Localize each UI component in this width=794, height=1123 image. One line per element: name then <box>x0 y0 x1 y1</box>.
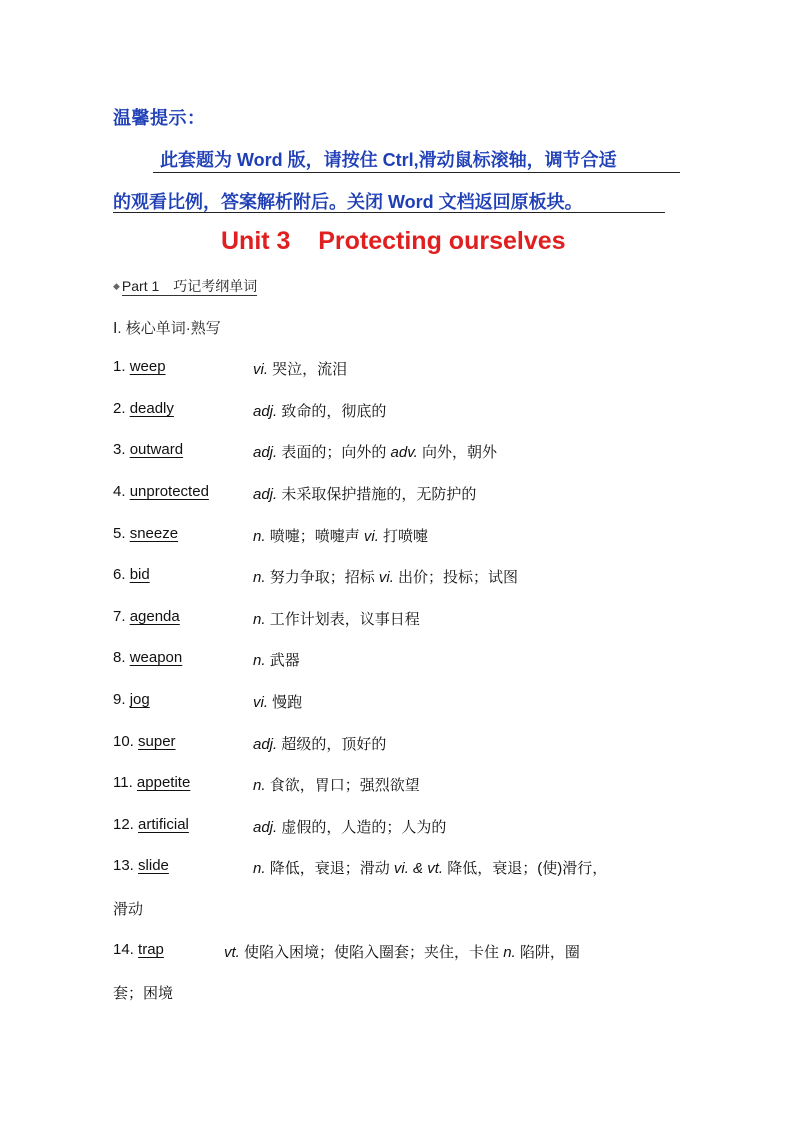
entry-definition <box>253 857 607 878</box>
part-title: 巧记考纲单词 <box>173 278 258 294</box>
definition-text: 工作计划表，议事日程 <box>269 611 420 628</box>
part-of-speech: vi. <box>363 528 379 545</box>
tip-line-2: 的观看比例，答案解析附后。关闭 Word 文档返回原板块。 <box>113 192 583 212</box>
definition-text: 向外，朝外 <box>421 444 497 461</box>
entry-14-continuation: 套；困境 <box>113 985 174 1002</box>
diamond-icon: ◆ <box>113 281 120 291</box>
vocab-entry <box>113 857 703 877</box>
entry-word: appetite <box>136 774 191 791</box>
definition-text: 未采取保护措施的，无防护的 <box>281 486 477 503</box>
part-of-speech: adv. <box>390 444 418 461</box>
part-of-speech: vi. & vt. <box>393 860 444 877</box>
entry-number: 1. <box>113 358 126 375</box>
part-of-speech: adj. <box>253 486 278 503</box>
definition-text: 出价；投标；试图 <box>398 569 519 586</box>
entry-definition <box>253 774 420 795</box>
part-of-speech: adj. <box>253 403 278 420</box>
vocab-entry <box>113 358 703 378</box>
definition-text: 哭泣，流泪 <box>272 361 348 378</box>
entry-definition <box>253 733 386 754</box>
vocab-entry <box>113 608 703 628</box>
entry-definition <box>224 941 580 962</box>
entry-13-continuation: 滑动 <box>113 901 144 918</box>
part-of-speech: vi. <box>253 694 268 711</box>
entry-definition <box>253 400 386 421</box>
entry-definition <box>253 608 420 629</box>
entry-word: trap <box>138 941 164 958</box>
entry-word: slide <box>138 857 169 874</box>
part-of-speech: vt. <box>224 944 240 961</box>
entry-word: deadly <box>129 400 174 417</box>
entry-number: 11. <box>113 774 133 791</box>
definition-text: 致命的，彻底的 <box>281 403 387 420</box>
entry-number: 7. <box>113 608 126 625</box>
vocab-entry <box>113 649 703 669</box>
vocab-entry <box>113 816 703 836</box>
definition-text: 虚假的，人造的；人为的 <box>281 819 447 836</box>
entry-definition <box>253 483 476 504</box>
part-header <box>113 276 257 296</box>
vocab-entry <box>113 733 703 753</box>
definition-text: 努力争取；招标 <box>269 569 379 586</box>
entry-word: sneeze <box>129 525 179 542</box>
part-of-speech: n. <box>253 652 266 669</box>
vocab-entry <box>113 774 703 794</box>
vocab-entry <box>113 941 703 961</box>
entry-definition <box>253 441 497 462</box>
definition-text: 表面的；向外的 <box>281 444 391 461</box>
entry-number: 8. <box>113 649 126 666</box>
part-of-speech: n. <box>253 611 266 628</box>
part-label-wrap <box>122 278 257 296</box>
vocab-entry <box>113 525 703 545</box>
entry-word: weapon <box>129 649 183 666</box>
tip-underline-2 <box>113 212 665 213</box>
unit-title: Unit 3 Protecting ourselves <box>221 227 566 255</box>
entry-word: jog <box>129 691 150 708</box>
definition-text: 喷嚏；喷嚏声 <box>269 528 364 545</box>
entry-word: bid <box>129 566 150 583</box>
part-of-speech: vi. <box>253 361 268 378</box>
entry-word: outward <box>129 441 184 458</box>
tip-heading: 温馨提示： <box>113 108 206 128</box>
entry-word: agenda <box>129 608 180 625</box>
part-label: Part 1 <box>121 278 160 294</box>
vocab-entry <box>113 400 703 420</box>
entry-word: artificial <box>138 816 189 833</box>
entry-number: 2. <box>113 400 126 417</box>
part-of-speech: adj. <box>253 736 278 753</box>
entry-number: 10. <box>113 733 134 750</box>
entry-number: 5. <box>113 525 126 542</box>
entry-number: 12. <box>113 816 134 833</box>
definition-text: 使陷入困境；使陷入圈套；夹住，卡住 <box>244 944 504 961</box>
entry-number: 9. <box>113 691 126 708</box>
entry-number: 14. <box>113 941 134 958</box>
vocab-entry <box>113 691 703 711</box>
entry-number: 6. <box>113 566 126 583</box>
part-of-speech: vi. <box>378 569 394 586</box>
entry-number: 13. <box>113 857 134 874</box>
definition-text: 食欲，胃口；强烈欲望 <box>269 777 420 794</box>
entry-definition <box>253 358 347 379</box>
vocab-entry <box>113 566 703 586</box>
entry-definition <box>253 691 302 712</box>
entry-word: weep <box>129 358 166 375</box>
entry-word: super <box>138 733 176 750</box>
part-of-speech: n. <box>253 569 266 586</box>
definition-text: 武器 <box>269 652 300 669</box>
part-of-speech: n. <box>253 860 266 877</box>
vocab-entry <box>113 483 703 503</box>
entry-definition <box>253 525 428 546</box>
part-of-speech: adj. <box>253 819 278 836</box>
part-of-speech: adj. <box>253 444 278 461</box>
entry-definition <box>253 649 300 670</box>
entry-number: 3. <box>113 441 126 458</box>
definition-text: 超级的，顶好的 <box>281 736 387 753</box>
definition-text: 慢跑 <box>272 694 303 711</box>
tip-underline-1 <box>153 172 680 173</box>
definition-text: 降低，衰退；(使)滑行， <box>447 860 608 877</box>
definition-text: 陷阱，圈 <box>519 944 580 961</box>
part-of-speech: n. <box>253 777 266 794</box>
section-title: Ⅰ. 核心单词·熟写 <box>113 320 221 337</box>
entry-definition <box>253 566 518 587</box>
part-of-speech: n. <box>253 528 266 545</box>
entry-definition <box>253 816 446 837</box>
part-of-speech: n. <box>503 944 516 961</box>
vocab-entry <box>113 441 703 461</box>
definition-text: 降低，衰退；滑动 <box>269 860 394 877</box>
entry-word: unprotected <box>129 483 209 500</box>
definition-text: 打喷嚏 <box>383 528 429 545</box>
tip-line-1: 此套题为 Word 版，请按住 Ctrl,滑动鼠标滚轴，调节合适 <box>160 150 617 170</box>
entry-number: 4. <box>113 483 126 500</box>
